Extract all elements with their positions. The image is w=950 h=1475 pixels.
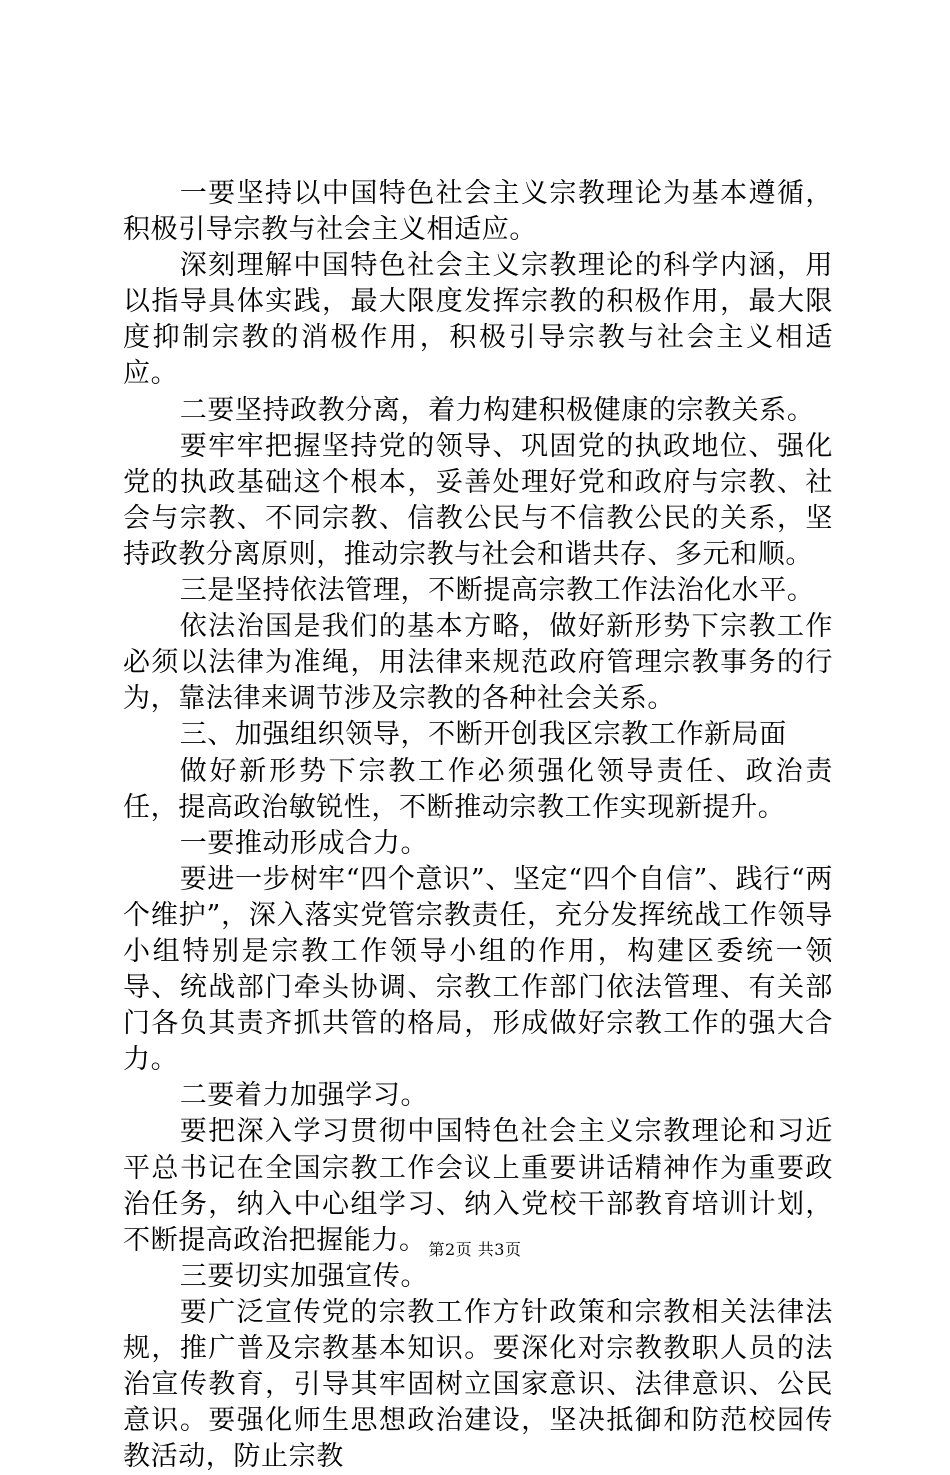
paragraph: 要进一步树牢“四个意识”、坚定“四个自信”、践行“两个维护”，深入落实党管宗教责任，充分发挥统战工作领导小组特别是宗教工作领导小组的作用，构建区委统一领导、统战部门牵头协调、宗教工作部门依法管理、有关部门各负其责齐抓共管的格局，形成做好宗教工作的强大合力。: [123, 863, 833, 1076]
paragraph: 深刻理解中国特色社会主义宗教理论的科学内涵，用以指导具体实践，最大限度发挥宗教的积极作用，最大限度抑制宗教的消极作用，积极引导宗教与社会主义相适应。: [123, 250, 833, 390]
paragraph: 二要着力加强学习。: [179, 1080, 429, 1112]
paragraph: 二要坚持政教分离，着力构建积极健康的宗教关系。: [179, 394, 815, 426]
page-number-footer: 第2页 共3页: [428, 1240, 522, 1259]
paragraph: 依法治国是我们的基本方略，做好新形势下宗教工作必须以法律为准绳，用法律来规范政府管理宗教事务的行为，靠法律来调节涉及宗教的各种社会关系。: [123, 611, 833, 715]
paragraph: 一要推动形成合力。: [179, 827, 429, 859]
paragraph: 一要坚持以中国特色社会主义宗教理论为基本遵循，积极引导宗教与社会主义相适应。: [123, 178, 833, 246]
paragraph: 要牢牢把握坚持党的领导、巩固党的执政地位、强化党的执政基础这个根本，妥善处理好党和政府与宗教、社会与宗教、不同宗教、信教公民与不信教公民的关系，坚持政教分离原则，推动宗教与社会和谐共存、多元和顺。: [123, 430, 833, 570]
section-heading: 三、加强组织领导，不断开创我区宗教工作新局面: [179, 719, 787, 751]
document-body: [123, 176, 833, 1475]
paragraph: 要把深入学习贯彻中国特色社会主义宗教理论和习近平总书记在全国宗教工作会议上重要讲话精神作为重要政治任务，纳入中心组学习、纳入党校干部教育培训计划，不断提高政治把握能力。: [123, 1116, 833, 1256]
paragraph: 三是坚持依法管理，不断提高宗教工作法治化水平。: [179, 575, 815, 607]
paragraph: 要广泛宣传党的宗教工作方针政策和宗教相关法律法规，推广普及宗教基本知识。要深化对宗教教职人员的法治宣传教育，引导其牢固树立国家意识、法律意识、公民意识。要强化师生思想政治建设，坚决抵御和防范校园传教活动，防止宗教: [123, 1296, 833, 1473]
paragraph: 做好新形势下宗教工作必须强化领导责任、政治责任，提高政治敏锐性，不断推动宗教工作实现新提升。: [123, 755, 833, 823]
paragraph: 三要切实加强宣传。: [179, 1260, 429, 1292]
